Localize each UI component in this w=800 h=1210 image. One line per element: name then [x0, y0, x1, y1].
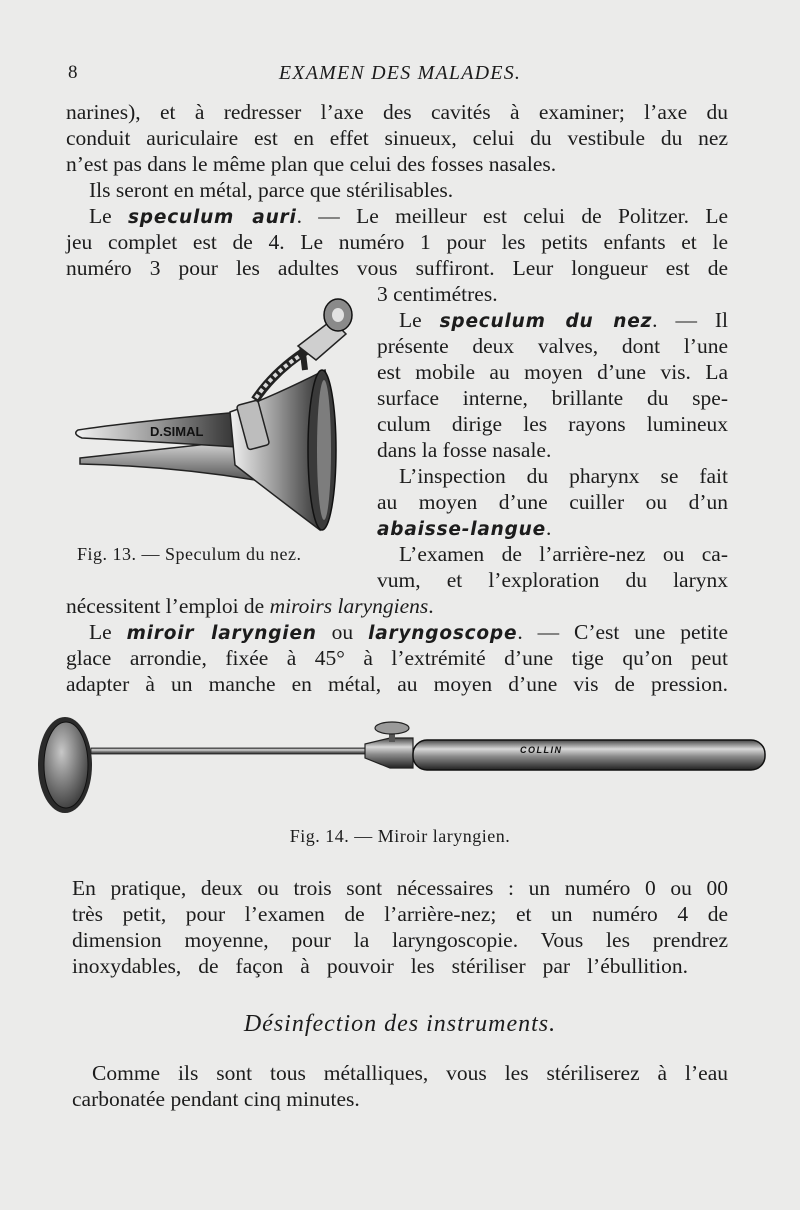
text-line: jeu complet est de 4. Le numéro 1 pour les petits enfants et le [66, 230, 728, 254]
laryngeal-mirror-figure [35, 712, 770, 822]
text-line: carbonatée pendant cinq minutes. [72, 1087, 360, 1111]
term-speculum-du-nez: speculum du nez [439, 311, 653, 332]
term-laryngoscope: laryngoscope [368, 623, 518, 644]
term-miroir-laryngien: miroir laryngien [126, 623, 317, 644]
text-line: En pratique, deux ou trois sont nécessaires : un numéro 0 ou 00 [72, 876, 728, 900]
nasal-speculum-figure [70, 290, 370, 535]
text-line: culum dirige les rayons lumineux [377, 412, 728, 436]
text-line: Le speculum du nez. — Il [399, 308, 728, 332]
text-line: Comme ils sont tous métalliques, vous les stériliserez à l’eau [92, 1061, 728, 1085]
maker-mark: COLLIN [520, 745, 563, 755]
text-line: numéro 3 pour les adultes vous suffiront. Leur longueur est de [66, 256, 728, 280]
text-line: surface interne, brillante du spe- [377, 386, 728, 410]
text-line: dans la fosse nasale. [377, 438, 552, 462]
fig14-caption: Fig. 14. — Miroir laryngien. [289, 826, 511, 846]
text-line: glace arrondie, fixée à 45° à l’extrémité d’une tige qu’on peut [66, 646, 728, 670]
term-speculum-auri: speculum auri [128, 207, 297, 228]
text-line: conduit auriculaire est en effet sinueux, celui du vestibule du nez [66, 126, 728, 150]
text-line: dimension moyenne, pour la laryngoscopie. Vous les prendrez [72, 928, 728, 952]
text-line: très petit, pour l’examen de l’arrière-nez; et un numéro 4 de [72, 902, 728, 926]
running-header [0, 60, 800, 90]
running-title: EXAMEN DES MALADES. [278, 62, 522, 84]
text-line: Le miroir laryngien ou laryngoscope. — C’est une petite [89, 620, 729, 644]
text-line: narines), et à redresser l’axe des cavités à examiner; l’axe du [66, 100, 728, 124]
maker-mark: D.SIMAL [150, 424, 204, 439]
text-line: L’examen de l’arrière-nez ou ca- [399, 542, 728, 566]
text-line: nécessitent l’emploi de miroirs laryngiens. [66, 594, 434, 618]
text-line: L’inspection du pharynx se fait [399, 464, 728, 488]
term-miroirs-laryngiens: miroirs laryngiens [269, 594, 429, 618]
term-abaisse-langue: abaisse-langue [377, 519, 546, 540]
text-line: Le speculum auri. — Le meilleur est celui de Politzer. Le [89, 204, 728, 228]
text-line: est mobile au moyen d’une vis. La [377, 360, 728, 384]
fig13-caption: Fig. 13. — Speculum du nez. [77, 544, 302, 564]
text-line: n’est pas dans le même plan que celui des fosses nasales. [66, 152, 557, 176]
text-line: abaisse-langue. [377, 516, 552, 540]
text-line: vum, et l’exploration du larynx [377, 568, 728, 592]
text-line: inoxydables, de façon à pouvoir les stériliser par l’ébullition. [72, 954, 688, 978]
text-line: 3 centimétres. [377, 282, 498, 306]
page-number: 8 [68, 62, 78, 83]
text-line: au moyen d’une cuiller ou d’un [377, 490, 728, 514]
text-line: présente deux valves, dont l’une [377, 334, 728, 358]
section-heading: Désinfection des instruments. [243, 1011, 557, 1037]
text-line: adapter à un manche en métal, au moyen d’une vis de pression. [66, 672, 728, 696]
text-line: Ils seront en métal, parce que stérilisables. [89, 178, 454, 202]
